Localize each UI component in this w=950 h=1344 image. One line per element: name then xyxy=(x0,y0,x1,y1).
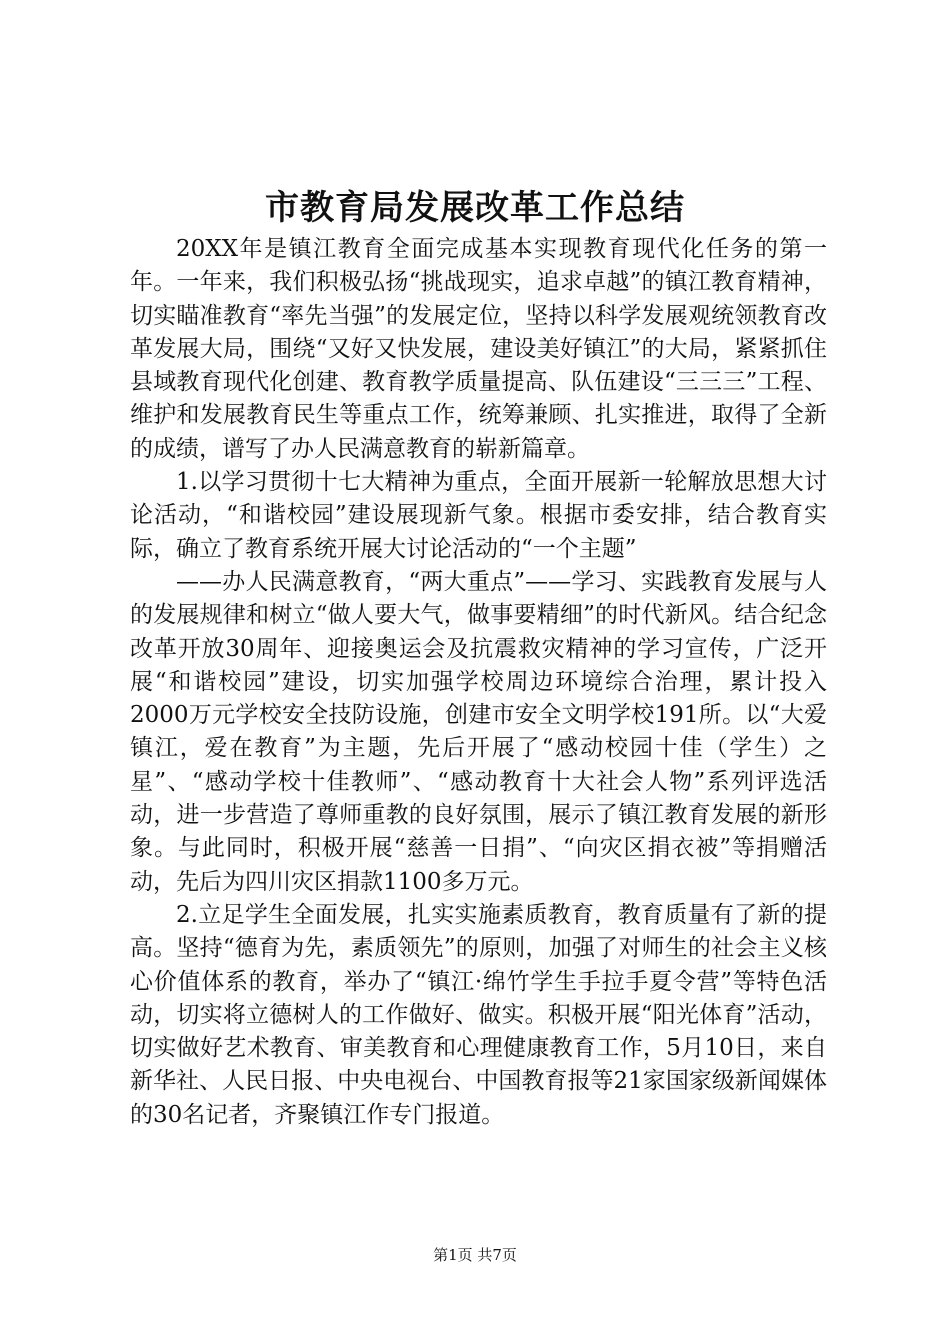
document-title: 市教育局发展改革工作总结 xyxy=(265,188,685,228)
document-body xyxy=(130,233,827,1132)
paragraph-section-1-continued: ——办人民满意教育，“两大重点”——学习、实践教育发展与人的发展规律和树立“做人要大气，做事要精细”的时代新风。结合纪念改革开放30周年、迎接奥运会及抗震救灾精神的学习宣传，广泛开展“和谐校园”建设，切实加强学校周边环境综合治理，累计投入2000万元学校安全技防设施，创建市安全文明学校191所。以“大爱镇江，爱在教育”为主题，先后开展了“感动校园十佳（学生）之星”、“感动学校十佳教师”、“感动教育十大社会人物”系列评选活动，进一步营造了尊师重教的良好氛围，展示了镇江教育发展的新形象。与此同时，积极开展“慈善一日捐”、“向灾区捐衣被”等捐赠活动，先后为四川灾区捐款1100多万元。 xyxy=(130,568,827,895)
paragraph-intro: 20XX年是镇江教育全面完成基本实现教育现代化任务的第一年。一年来，我们积极弘扬“挑战现实，追求卓越”的镇江教育精神，切实瞄准教育“率先当强”的发展定位，坚持以科学发展观统领教育改革发展大局，围绕“又好又快发展，建设美好镇江”的大局，紧紧抓住县域教育现代化创建、教育教学质量提高、队伍建设“三三三”工程、维护和发展教育民生等重点工作，统筹兼顾、扎实推进，取得了全新的成绩，谱写了办人民满意教育的崭新篇章。 xyxy=(130,236,827,462)
paragraph-section-2: 2.立足学生全面发展，扎实实施素质教育，教育质量有了新的提高。坚持“德育为先，素质领先”的原则，加强了对师生的社会主义核心价值体系的教育，举办了“镇江·绵竹学生手拉手夏令营”等特色活动，切实将立德树人的工作做好、做实。积极开展“阳光体育”活动，切实做好艺术教育、审美教育和心理健康教育工作，5月10日，来自新华社、人民日报、中央电视台、中国教育报等21家国家级新闻媒体的30名记者，齐聚镇江作专门报道。 xyxy=(130,901,827,1128)
page-number-footer: 第1页 共7页 xyxy=(433,1246,517,1264)
paragraph-section-1: 1.以学习贯彻十七大精神为重点，全面开展新一轮解放思想大讨论活动，“和谐校园”建设展现新气象。根据市委安排，结合教育实际，确立了教育系统开展大讨论活动的“一个主题” xyxy=(130,469,827,562)
